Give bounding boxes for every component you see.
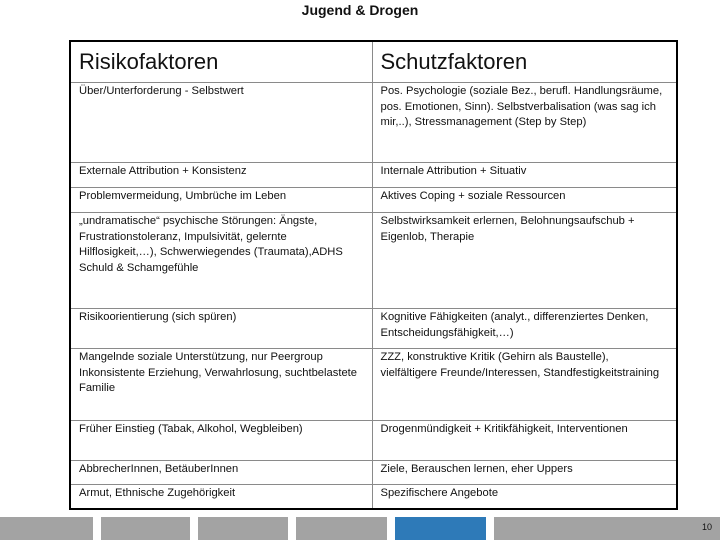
cell-text: Pos. Psychologie (soziale Bez., berufl. Handlungsräume, pos. Emotionen, Sinn). Selbstverbalisation (was sag ich mir,..), Stressmanagement (Step by Step): [380, 85, 663, 128]
cell-text: Mangelnde soziale Unterstützung, nur Peergroup Inkonsistente Erziehung, Verwahrlosung, suchtbelastete Familie: [79, 351, 357, 394]
slide-title: Jugend & Drogen: [301, 2, 419, 18]
cell-text: ZZZ, konstruktive Kritik (Gehirn als Baustelle), vielfältigere Freunde/Interessen, Standfestigkeitstraining: [380, 351, 660, 379]
footer-segment-accent: [395, 517, 486, 540]
risk-cell: [70, 163, 372, 188]
protect-cell: [372, 349, 677, 421]
cell-text: Kognitive Fähigkeiten (analyt., differenziertes Denken, Entscheidungsfähigkeit,…): [380, 311, 649, 339]
risk-cell: [70, 349, 372, 421]
cell-text: Drogenmündigkeit + Kritikfähigkeit, Interventionen: [380, 423, 628, 435]
cell-text: Armut, Ethnische Zugehörigkeit: [79, 487, 236, 499]
cell-text: Früher Einstieg (Tabak, Alkohol, Wegbleiben): [79, 423, 303, 435]
risk-cell: [70, 309, 372, 349]
cell-text: Selbstwirksamkeit erlernen, Belohnungsaufschub + Eigenlob, Therapie: [380, 215, 635, 243]
header-row: [70, 41, 677, 83]
protect-cell: [372, 163, 677, 188]
cell-text: Risikoorientierung (sich spüren): [79, 311, 237, 323]
footer-segment: [198, 517, 288, 540]
header-risk: Risikofaktoren: [70, 41, 372, 83]
table-row: [70, 163, 677, 188]
footer-segment: [296, 517, 387, 540]
table-row: [70, 213, 677, 309]
risk-cell: [70, 188, 372, 213]
footer-segment: [494, 517, 720, 540]
protect-cell: [372, 83, 677, 163]
cell-text: Über/Unterforderung - Selbstwert: [79, 85, 244, 97]
protect-cell: [372, 485, 677, 509]
table-row: [70, 309, 677, 349]
protect-cell: [372, 188, 677, 213]
footer-segment: [0, 517, 93, 540]
table-row: [70, 188, 677, 213]
cell-text: Externale Attribution + Konsistenz: [79, 165, 247, 177]
table-row: [70, 461, 677, 485]
risk-cell: [70, 421, 372, 461]
risk-cell: [70, 485, 372, 509]
table-row: [70, 421, 677, 461]
cell-text: Internale Attribution + Situativ: [380, 165, 527, 177]
cell-text: Spezifischere Angebote: [380, 487, 499, 499]
cell-text: Problemvermeidung, Umbrüche im Leben: [79, 190, 287, 202]
cell-text: Ziele, Berauschen lernen, eher Uppers: [380, 463, 573, 475]
footer-bar: [0, 517, 720, 540]
protect-cell: [372, 421, 677, 461]
factors-table: [69, 40, 678, 510]
cell-text: Schuld & Schamgefühle: [79, 261, 199, 274]
cell-text: „undramatische“ psychische Störungen: Ängste, Frustrationstoleranz, Impulsivität, gelernte Hilflosigkeit,…), Schwerwiegendes (Traumata),ADHS: [79, 215, 343, 258]
protect-cell: [372, 309, 677, 349]
page-number: 10: [701, 522, 712, 532]
risk-cell: [70, 461, 372, 485]
risk-cell: [70, 83, 372, 163]
cell-text: Aktives Coping + soziale Ressourcen: [380, 190, 566, 202]
cell-text: AbbrecherInnen, BetäuberInnen: [79, 463, 239, 475]
header-protect: Schutzfaktoren: [372, 41, 677, 83]
protect-cell: [372, 213, 677, 309]
footer-segment: [101, 517, 190, 540]
table-row: [70, 349, 677, 421]
risk-cell: [70, 213, 372, 309]
table-row: [70, 83, 677, 163]
protect-cell: [372, 461, 677, 485]
table-row: [70, 485, 677, 509]
